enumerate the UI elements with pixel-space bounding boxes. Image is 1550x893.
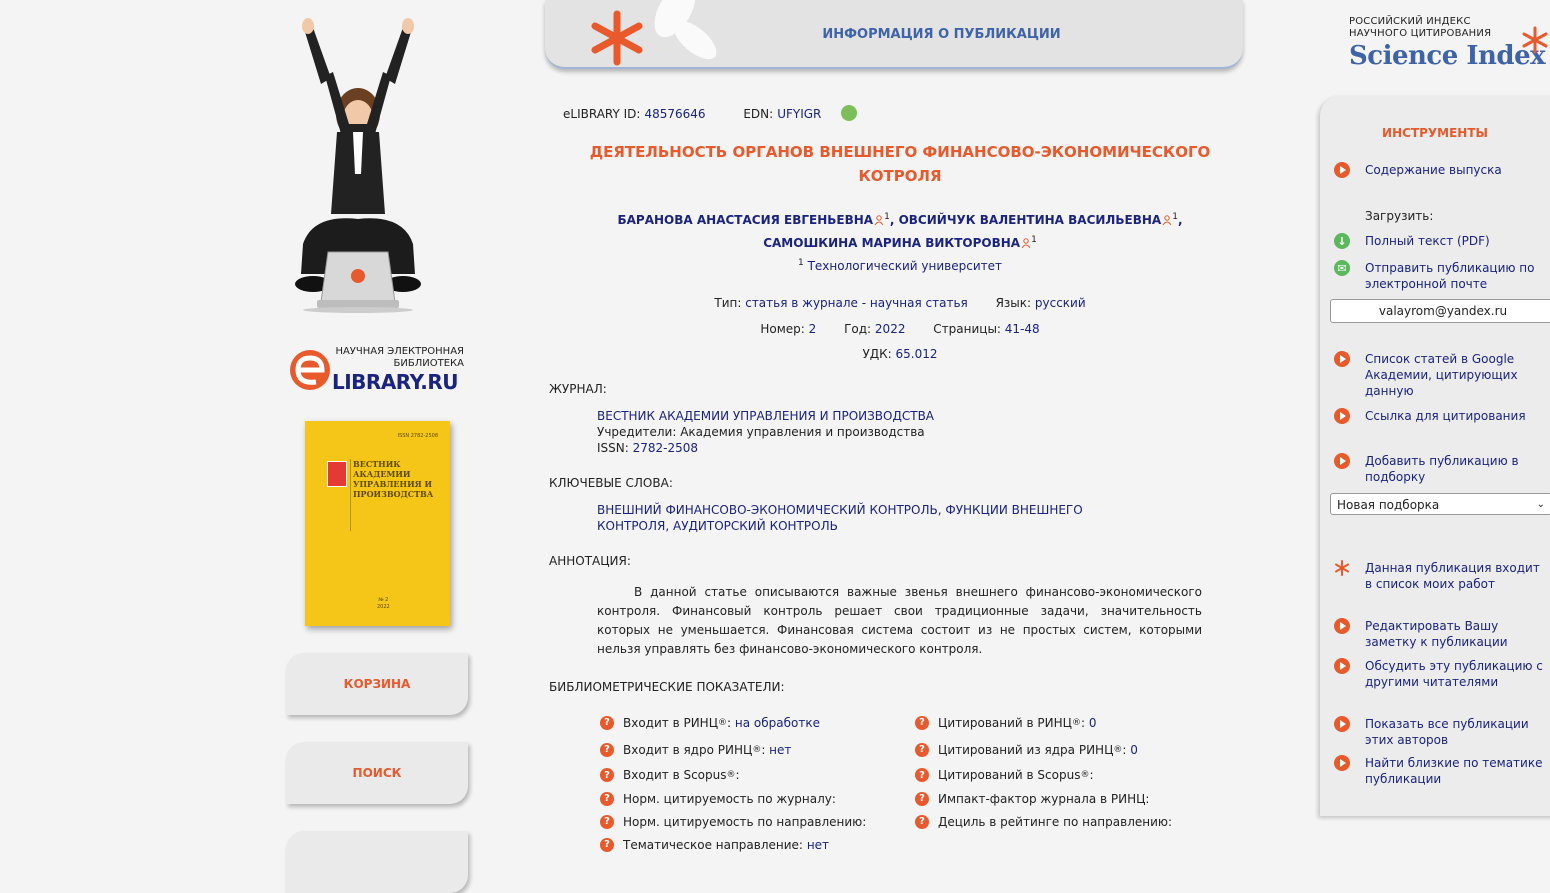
reg-mark: ® [752, 744, 762, 755]
logo-caption-line1: НАУЧНАЯ ЭЛЕКТРОННАЯ [335, 346, 464, 357]
help-icon[interactable]: ? [600, 743, 614, 757]
help-icon[interactable]: ? [600, 716, 614, 730]
tool-label: Ссылка для цитирования [1365, 409, 1526, 423]
spacer [1334, 208, 1350, 224]
lang-label: Язык: [995, 296, 1032, 310]
asterisk-icon [1334, 560, 1350, 576]
arrow-right-icon [1334, 408, 1350, 424]
help-icon[interactable]: ? [915, 743, 929, 757]
tool-label: Список статей в Google Академии, цитирующих данную [1365, 352, 1518, 398]
help-icon[interactable]: ? [915, 815, 929, 829]
authors: БАРАНОВА АНАСТАСИЯ ЕВГЕНЬЕВНА $^1$, ОВСИЙЧУК ВАЛЕНТИНА ВАСИЛЬЕВНА $^1$, САМОШКИНА МАРИНА ВИКТОРОВНА $^1$ [617, 212, 1183, 250]
help-icon[interactable]: ? [915, 716, 929, 730]
email-input[interactable]: valayrom@yandex.ru [1330, 299, 1550, 323]
biblio-left: ? Входит в РИНЦ ® : на обработке ? Входит в ядро РИНЦ ® : нет ? Входит в Scopus ® : ? Норм. цитируемость по журналу: ? Норм. цитируемость по направлению: ? Тематическое направление: нет [600, 709, 900, 856]
year-label: Год: [844, 322, 872, 336]
cart-button[interactable]: КОРЗИНА [286, 653, 468, 715]
reg-mark: ® [1080, 770, 1090, 780]
cover-issn: ISSN 2782-2508 [397, 433, 438, 439]
affiliation [560, 258, 1240, 273]
tool-label: Обсудить эту публикацию с другими читателями [1365, 659, 1543, 689]
metric-value[interactable]: нет [769, 742, 792, 757]
arrow-right-icon [1334, 162, 1350, 178]
tool-similar[interactable] [1334, 755, 1549, 787]
arrow-right-icon [1334, 658, 1350, 674]
cover-issue-year: 2022 [377, 604, 390, 610]
cover-emblem-icon [327, 461, 347, 487]
metric-label: Входит в РИНЦ [623, 715, 719, 730]
page-title: ИНФОРМАЦИЯ О ПУБЛИКАЦИИ [822, 27, 1061, 42]
elibrary-id-label: eLIBRARY ID: [563, 107, 641, 121]
nav-button-next[interactable] [286, 831, 468, 893]
journal-link[interactable]: ВЕСТНИК АКАДЕМИИ УПРАВЛЕНИЯ И ПРОИЗВОДСТВА [597, 409, 935, 423]
publication-title-line1: ДЕЯТЕЛЬНОСТЬ ОРГАНОВ ВНЕШНЕГО ФИНАНСОВО-ЭКОНОМИЧЕСКОГО [589, 143, 1211, 161]
id-line [563, 105, 861, 121]
person-icon [1021, 238, 1031, 248]
affiliation-link[interactable]: Технологический университет [807, 259, 1002, 273]
tool-label: Редактировать Вашу заметку к публикации [1365, 619, 1508, 649]
logo-wordmark: LIBRARY.RU [332, 370, 459, 394]
help-icon[interactable]: ? [600, 815, 614, 829]
author-link[interactable]: САМОШКИНА МАРИНА ВИКТОРОВНА [763, 236, 1021, 250]
pages-value: 41-48 [1004, 322, 1040, 336]
metric-label: Цитирований в Scopus [938, 768, 1081, 782]
publication-title [560, 140, 1240, 188]
tool-contents[interactable] [1334, 162, 1549, 178]
si-line1: РОССИЙСКИЙ ИНДЕКС [1349, 16, 1471, 27]
founders-value: Академия управления и производства [680, 425, 925, 439]
tool-my-works[interactable] [1334, 560, 1549, 592]
metric-value[interactable]: 0 [1088, 715, 1097, 730]
reg-mark: ® [726, 770, 736, 780]
arrow-right-icon [1334, 755, 1350, 771]
metric-label: Цитирований из ядра РИНЦ [938, 742, 1114, 757]
tool-discuss[interactable] [1334, 658, 1549, 690]
tool-add-collection[interactable] [1334, 453, 1549, 485]
tool-label: Отправить публикацию по электронной почте [1365, 261, 1535, 291]
section-keywords: КЛЮЧЕВЫЕ СЛОВА: [549, 476, 673, 490]
search-button[interactable]: ПОИСК [286, 742, 468, 804]
metric-label: Норм. цитируемость по журналу: [623, 791, 836, 806]
page-header-tab [545, 0, 1243, 69]
udk-label: УДК: [862, 347, 892, 361]
biblio-right: ? Цитирований в РИНЦ ® : 0 ? Цитирований из ядра РИНЦ ® : 0 ? Цитирований в Scopus ® : ? Импакт-фактор журнала в РИНЦ: ? Дециль в рейтинге по направлению: [915, 709, 1235, 833]
lang-value: русский [1034, 296, 1086, 310]
tool-label: Содержание выпуска [1365, 163, 1502, 177]
keyword-link[interactable]: ВНЕШНИЙ ФИНАНСОВО-ЭКОНОМИЧЕСКИЙ КОНТРОЛЬ [597, 503, 938, 517]
si-wordmark: Science Index [1349, 41, 1546, 71]
mail-icon: ✉ [1334, 260, 1350, 276]
tool-fulltext[interactable] [1334, 233, 1549, 249]
elibrary-logo[interactable] [288, 340, 468, 400]
metric-label: Цитирований в РИНЦ [938, 715, 1072, 730]
abstract-text: В данной статье описываются важные звенья внешнего финансово-экономического контроля. Финансовый контроль решает свои традиционные задачи, значительность которых не уменьшается. Финансовая система состоит из не простых систем, которыми нельзя управлять без финансово-экономического контроля. [597, 585, 1202, 656]
arrow-right-icon [1334, 716, 1350, 732]
founders-label: Учредители: [597, 425, 677, 439]
section-abstract: АННОТАЦИЯ: [549, 554, 631, 568]
affiliation-mark: 1 [1031, 235, 1037, 245]
asterisk-icon [1521, 26, 1549, 54]
issn-label: ISSN: [597, 441, 629, 455]
help-icon[interactable]: ? [915, 768, 929, 782]
help-icon[interactable]: ? [600, 768, 614, 782]
arrow-right-icon [1334, 618, 1350, 634]
metric-label: Входит в Scopus [623, 768, 727, 782]
tool-label: Показать все публикации этих авторов [1365, 717, 1529, 747]
author-link[interactable]: БАРАНОВА АНАСТАСИЯ ЕВГЕНЬЕВНА [617, 213, 874, 227]
tool-label: Данная публикация входит в список моих работ [1365, 561, 1540, 591]
number-label: Номер: [760, 322, 805, 336]
chevron-down-icon: ⌄ [1536, 499, 1545, 510]
metric-label: Импакт-фактор журнала в РИНЦ: [938, 791, 1150, 806]
help-icon[interactable]: ? [600, 792, 614, 806]
journal-block [597, 408, 934, 456]
logo-caption-line2: БИБЛИОТЕКА [393, 358, 464, 369]
arrow-right-icon [1334, 351, 1350, 367]
type-label: Тип: [714, 296, 742, 310]
section-biblio: БИБЛИОМЕТРИЧЕСКИЕ ПОКАЗАТЕЛИ: [549, 680, 785, 694]
science-index-logo[interactable] [1349, 16, 1545, 71]
cover-issue-number: № 2 [378, 597, 389, 603]
tool-show-all[interactable] [1334, 716, 1549, 748]
meta-number-year-pages [560, 322, 1240, 336]
cover-title: ВЕСТНИК АКАДЕМИИ УПРАВЛЕНИЯ И ПРОИЗВОДСТВА [353, 459, 434, 499]
tool-google-list[interactable] [1334, 351, 1549, 399]
edn-value[interactable]: UFYIGR [777, 107, 822, 121]
help-icon[interactable]: ? [600, 838, 614, 852]
meta-type-lang [560, 296, 1240, 310]
tool-edit-note[interactable] [1334, 618, 1549, 650]
number-value[interactable]: 2 [808, 322, 817, 336]
tool-label: Полный текст (PDF) [1365, 234, 1490, 248]
keywords-list: ВНЕШНИЙ ФИНАНСОВО-ЭКОНОМИЧЕСКИЙ КОНТРОЛЬ, ФУНКЦИИ ВНЕШНЕГО КОНТРОЛЯ, АУДИТОРСКИЙ КОНТРОЛЬ [597, 503, 1083, 533]
affiliation-mark: 1 [798, 258, 804, 268]
reg-mark: ® [718, 717, 728, 728]
issn-value[interactable]: 2782-2508 [632, 441, 699, 455]
tool-label: Добавить публикацию в подборку [1365, 454, 1519, 484]
cover-issue [377, 597, 390, 611]
arrow-right-icon [1334, 453, 1350, 469]
person-icon [874, 215, 884, 225]
pages-label: Страницы: [933, 322, 1001, 336]
metric-value[interactable]: на обработке [734, 715, 820, 730]
tools-panel [1320, 96, 1550, 816]
meta-udk [560, 347, 1240, 361]
si-line2: НАУЧНОГО ЦИТИРОВАНИЯ [1349, 28, 1492, 39]
help-icon[interactable]: ? [915, 792, 929, 806]
metric-value[interactable]: 0 [1130, 742, 1138, 757]
download-label: Загрузить: [1365, 209, 1434, 223]
tool-send-email[interactable] [1334, 260, 1549, 292]
tool-cite-link[interactable] [1334, 408, 1549, 424]
metric-label: Норм. цитируемость по направлению: [623, 814, 867, 829]
reg-mark: ® [1072, 717, 1081, 728]
affiliation-mark: 1 [1172, 212, 1178, 222]
metric-label: Входит в ядро РИНЦ [623, 742, 753, 757]
udk-value: 65.012 [895, 347, 938, 361]
collection-select-value: Новая подборка [1337, 498, 1440, 512]
keyword-link[interactable]: АУДИТОРСКИЙ КОНТРОЛЬ [673, 519, 838, 533]
publication-title-line2: КОТРОЛЯ [858, 167, 942, 185]
tool-label: Найти близкие по тематике публикации [1365, 756, 1543, 786]
metric-label: Тематическое направление: [623, 837, 803, 852]
download-icon: ↓ [1334, 233, 1350, 249]
affiliation-mark: 1 [884, 212, 890, 222]
qr-code-icon[interactable] [841, 105, 857, 121]
section-journal: ЖУРНАЛ: [549, 382, 607, 396]
keyword-link[interactable]: ФУНКЦИИ ВНЕШНЕГО КОНТРОЛЯ [597, 503, 1083, 533]
type-value: статья в журнале - научная статья [745, 296, 968, 310]
cover-divider [350, 459, 351, 531]
tools-header: ИНСТРУМЕНТЫ [1382, 126, 1488, 140]
hero-illustration [283, 14, 433, 314]
year-value: 2022 [874, 322, 906, 336]
reg-mark: ® [1113, 744, 1123, 755]
author-link[interactable]: ОВСИЙЧУК ВАЛЕНТИНА ВАСИЛЬЕВНА [898, 213, 1162, 227]
person-icon [1162, 215, 1172, 225]
metric-label: Дециль в рейтинге по направлению: [938, 814, 1173, 829]
metric-value[interactable]: нет [806, 837, 830, 852]
download-label-row [1334, 208, 1549, 224]
edn-label: EDN: [743, 107, 774, 121]
collection-select[interactable] [1330, 493, 1550, 515]
journal-cover[interactable] [305, 421, 450, 626]
elibrary-id-value[interactable]: 48576646 [644, 107, 706, 121]
